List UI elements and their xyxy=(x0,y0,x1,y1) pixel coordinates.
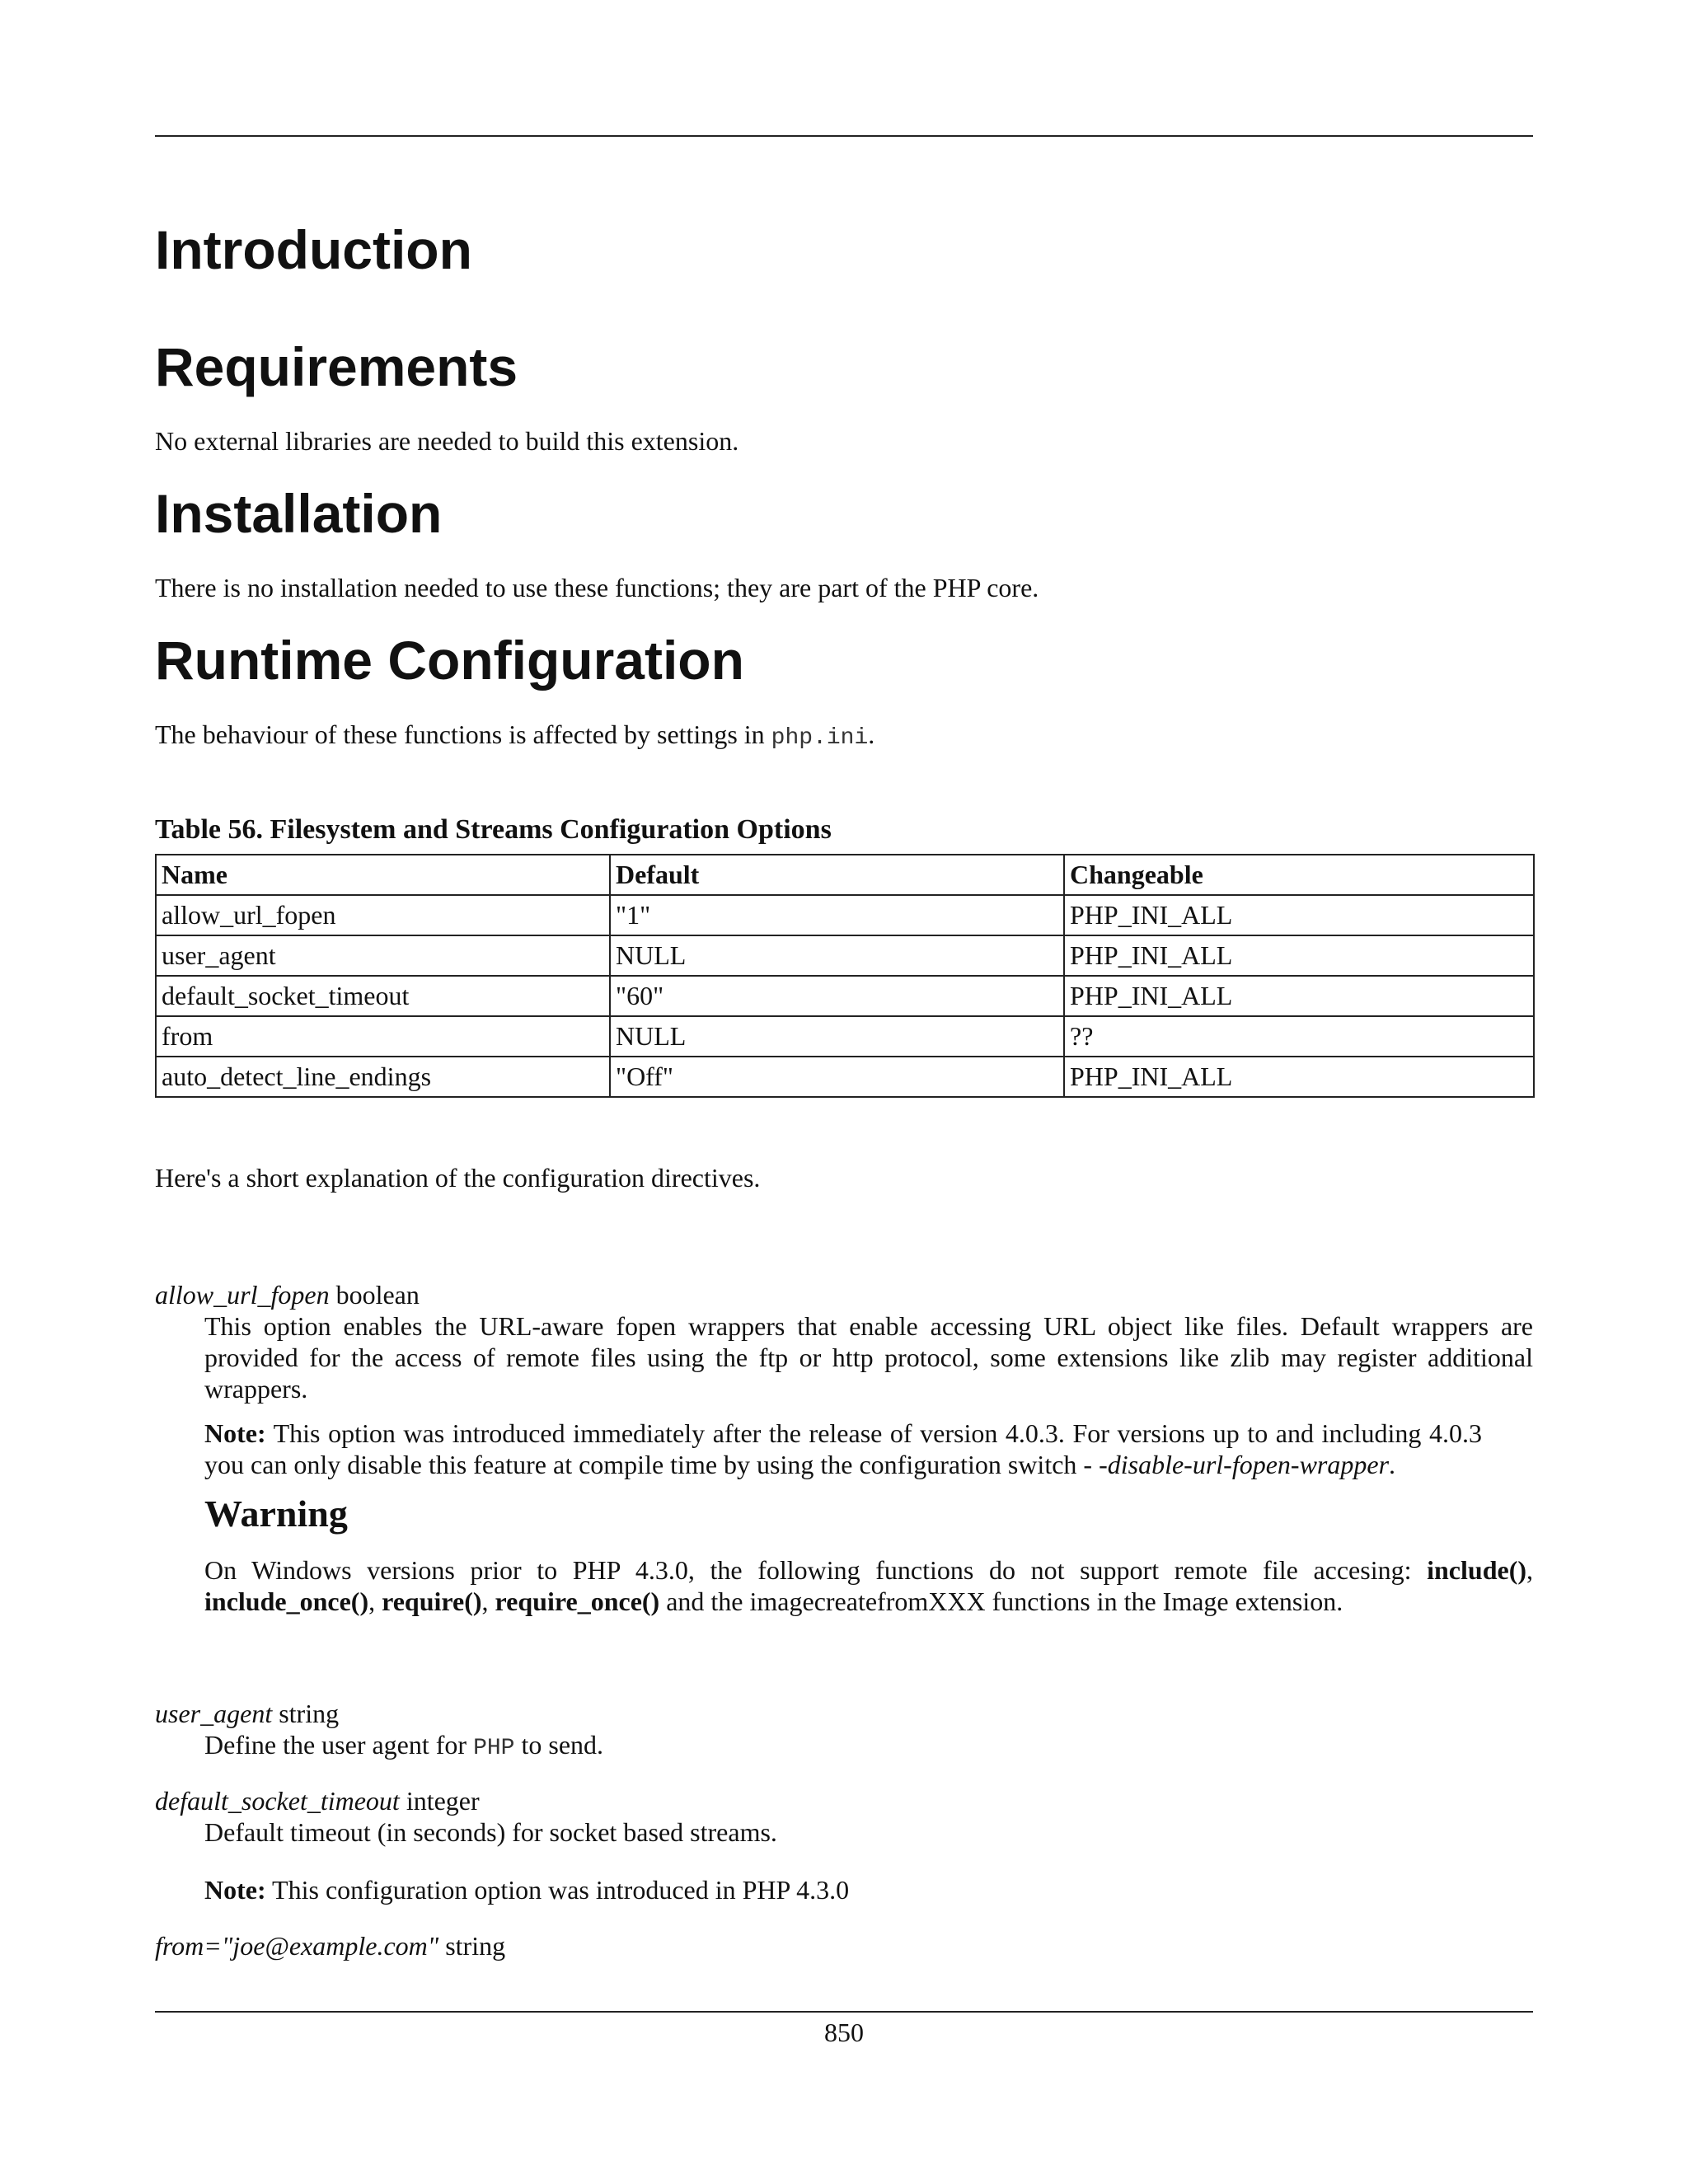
directive-from xyxy=(155,1930,1533,1961)
column-header-changeable: Changeable xyxy=(1064,855,1534,895)
runtime-text-before: The behaviour of these functions is affected by settings in xyxy=(155,719,771,749)
runtime-text-after: . xyxy=(868,719,875,749)
function-include: include() xyxy=(1427,1555,1526,1585)
document-page xyxy=(155,0,1533,2184)
note-end: . xyxy=(1389,1450,1396,1479)
explanation-intro: Here's a short explanation of the configuration directives. xyxy=(155,1163,761,1193)
table-row xyxy=(156,1057,1534,1097)
directive-allow-url-fopen xyxy=(155,1279,1533,1617)
table-cell: NULL xyxy=(610,1016,1064,1057)
table-row xyxy=(156,895,1534,935)
table-caption: Table 56. Filesystem and Streams Configuration Options xyxy=(155,814,832,845)
table-cell: NULL xyxy=(610,935,1064,976)
table-cell: allow_url_fopen xyxy=(156,895,610,935)
warning-text-2: and the imagecreatefromXXX functions in the Image extension. xyxy=(659,1586,1343,1616)
table-cell: PHP_INI_ALL xyxy=(1064,935,1534,976)
config-options-table xyxy=(155,854,1535,1098)
config-switch: -disable-url-fopen-wrapper xyxy=(1099,1450,1390,1479)
directive-term-line xyxy=(155,1930,1533,1961)
table-cell: "60" xyxy=(610,976,1064,1016)
directive-user-agent xyxy=(155,1698,1533,1765)
table-cell: ?? xyxy=(1064,1016,1534,1057)
header-rule xyxy=(155,135,1533,137)
function-include-once: include_once() xyxy=(204,1586,369,1616)
warning-text-1: On Windows versions prior to PHP 4.3.0, the following functions do not support remote file accesing: xyxy=(204,1555,1428,1585)
table-row xyxy=(156,1016,1534,1057)
directive-term-line xyxy=(155,1785,1533,1816)
requirements-text: No external libraries are needed to build this extension. xyxy=(155,426,739,456)
heading-requirements: Requirements xyxy=(155,336,518,397)
page-number: 850 xyxy=(824,2018,864,2047)
note-block xyxy=(204,1418,1482,1480)
directive-term: default_socket_timeout xyxy=(155,1786,400,1816)
note-block xyxy=(204,1874,1482,1905)
function-require-once: require_once() xyxy=(495,1586,660,1616)
directive-type: string xyxy=(438,1931,506,1961)
separator: , xyxy=(368,1586,382,1616)
heading-installation: Installation xyxy=(155,483,443,544)
table-cell: "1" xyxy=(610,895,1064,935)
note-label: Note: xyxy=(204,1875,266,1905)
table-cell: PHP_INI_ALL xyxy=(1064,976,1534,1016)
table-cell: default_socket_timeout xyxy=(156,976,610,1016)
table-cell: user_agent xyxy=(156,935,610,976)
directive-type: integer xyxy=(399,1786,480,1816)
directive-term-line xyxy=(155,1279,1533,1310)
runtime-text xyxy=(155,719,874,754)
note-text: This configuration option was introduced in PHP 4.3.0 xyxy=(265,1875,850,1905)
column-header-name: Name xyxy=(156,855,610,895)
directive-term: user_agent xyxy=(155,1699,273,1728)
directive-description-text: This option enables the URL-aware fopen wrappers that enable accessing URL object like files. Default wrappers are provided for the access of remote files using the ftp or http protocol, some extensions like zlib may register additional wrappers. xyxy=(204,1311,1533,1404)
separator: , xyxy=(481,1586,495,1616)
php-code: PHP xyxy=(473,1736,515,1761)
description-text-end: to send. xyxy=(514,1730,604,1760)
warning-text xyxy=(204,1554,1533,1617)
table-row xyxy=(156,976,1534,1016)
directive-term: from="joe@example.com" xyxy=(155,1931,439,1961)
column-header-default: Default xyxy=(610,855,1064,895)
directive-description xyxy=(204,1729,1533,1765)
table-cell: PHP_INI_ALL xyxy=(1064,1057,1534,1097)
table-cell: from xyxy=(156,1016,610,1057)
note-text: This option was introduced immediately after the release of version 4.0.3. For versions up to and including 4.0.3 you can only disable this feature at compile time by using the configuration switch - xyxy=(204,1418,1482,1479)
table-header-row xyxy=(156,855,1534,895)
directive-term: allow_url_fopen xyxy=(155,1280,330,1310)
heading-introduction: Introduction xyxy=(155,219,472,280)
footer-rule xyxy=(155,2011,1533,2013)
separator: , xyxy=(1526,1555,1533,1585)
note-label: Note: xyxy=(204,1418,266,1448)
heading-runtime-configuration: Runtime Configuration xyxy=(155,630,744,691)
directive-default-socket-timeout xyxy=(155,1785,1533,1905)
table-cell: "Off" xyxy=(610,1057,1064,1097)
table-row xyxy=(156,935,1534,976)
directive-description: Default timeout (in seconds) for socket based streams. xyxy=(204,1817,777,1847)
php-ini-code: php.ini xyxy=(771,725,869,751)
installation-text: There is no installation needed to use these functions; they are part of the PHP core. xyxy=(155,573,1039,602)
directive-type: boolean xyxy=(329,1280,420,1310)
table-cell: auto_detect_line_endings xyxy=(156,1057,610,1097)
directive-type: string xyxy=(272,1699,340,1728)
directive-term-line xyxy=(155,1698,1533,1729)
directive-description xyxy=(204,1310,1533,1404)
warning-title: Warning xyxy=(204,1493,348,1535)
function-require: require() xyxy=(382,1586,482,1616)
table-cell: PHP_INI_ALL xyxy=(1064,895,1534,935)
description-text: Define the user agent for xyxy=(204,1730,474,1760)
